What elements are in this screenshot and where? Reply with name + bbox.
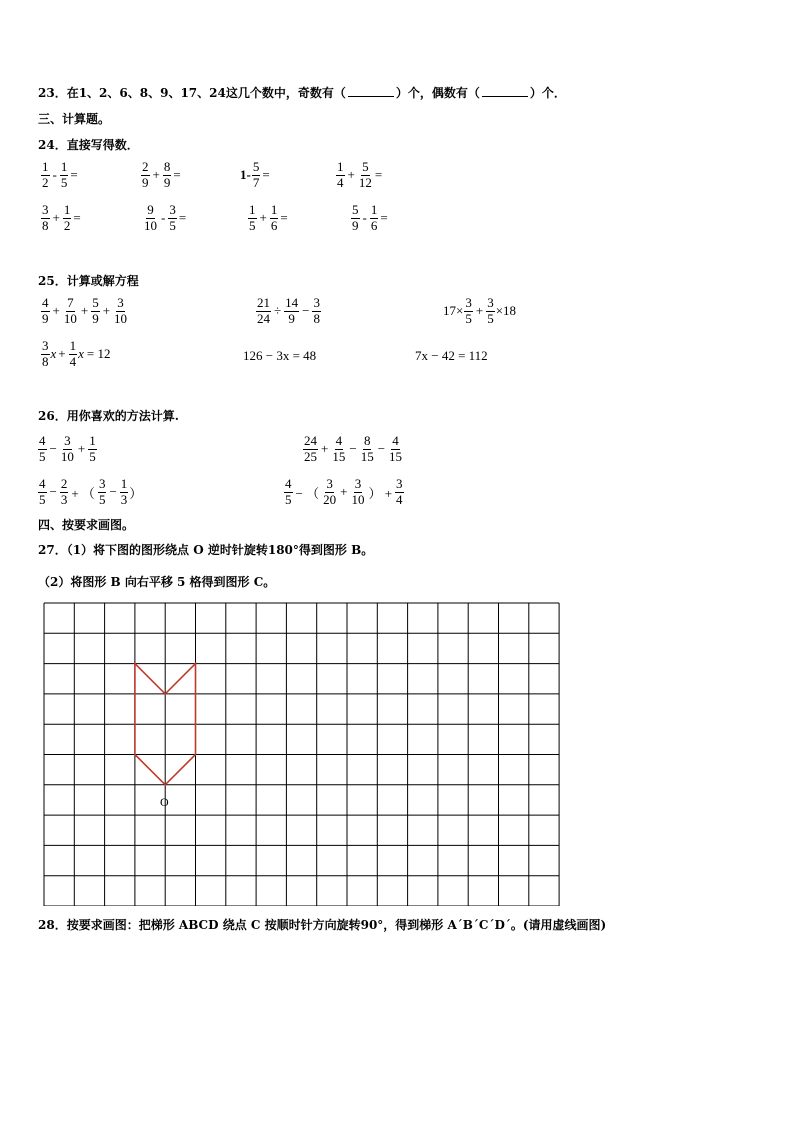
odd-count-blank[interactable] [348,86,394,97]
q25-title: 25．计算或解方程 [38,274,139,288]
q25-e3: 17× $\frac{3}{5}$ + $\frac{3}{5}$ ×18 [443,295,517,326]
fraction: $\frac{8}{15}$ [360,433,374,464]
q24-r2-e3: $\frac{1}{5}$ + $\frac{1}{6}$ = [249,202,288,233]
fraction: $\frac{1}{5}$ [89,433,96,464]
q24-r1-e3: 1- $\frac{5}{7}$ = [240,159,270,190]
fraction: $\frac{1}{2}$ [63,202,71,233]
q24-r1-e2: $\frac{2}{9}$ + $\frac{8}{9}$ = [142,159,181,190]
fraction: $\frac{4}{15}$ [389,433,403,464]
fraction: $\frac{4}{5}$ [39,476,46,507]
fraction: $\frac{5}{9}$ [352,202,359,233]
q24-r1-e1: $\frac{1}{2}$ - $\frac{1}{5}$ = [42,159,78,190]
q27-part2: （2）将图形 B 向右平移 5 格得到图形 C。 [38,575,276,589]
fraction: $\frac{1}{3}$ [120,476,128,507]
fraction: $\frac{1}{5}$ [60,159,68,190]
q25-e4: $\frac{3}{8}$ x + $\frac{1}{4}$ x = 12 [42,338,111,369]
fraction: $\frac{5}{9}$ [92,295,99,326]
fraction: $\frac{3}{5}$ [169,202,176,233]
fraction: $\frac{1}{4}$ [69,338,77,369]
fraction: $\frac{1}{6}$ [270,202,278,233]
fraction: $\frac{3}{10}$ [351,476,365,507]
fraction: $\frac{14}{9}$ [285,295,299,326]
fraction: $\frac{1}{2}$ [42,159,49,190]
fraction: $\frac{24}{25}$ [304,433,317,464]
point-o-label: O [160,795,169,809]
fraction: $\frac{2}{9}$ [142,159,149,190]
q24-r2-e1: $\frac{3}{8}$ + $\frac{1}{2}$ = [42,202,81,233]
even-count-blank[interactable] [482,86,528,97]
fraction: $\frac{21}{24}$ [257,295,270,326]
q26-title: 26．用你喜欢的方法计算. [38,409,179,423]
fraction: $\frac{3}{8}$ [42,202,49,233]
q26-e3: $\frac{4}{5}$ − $\frac{2}{3}$ + （ $\frac{3}{5}$ − $\frac{1}{3}$ ） [39,476,143,507]
fraction: $\frac{5}{12}$ [358,159,372,190]
fraction: $\frac{4}{9}$ [42,295,49,326]
section-4-heading: 四、按要求画图。 [38,518,135,532]
q24-title: 24．直接写得数． [38,138,139,152]
fraction: $\frac{2}{3}$ [60,476,68,507]
fraction: $\frac{4}{5}$ [39,433,46,464]
q28: 28．按要求画图：把梯形 ABCD 绕点 C 按顺时针方向旋转90°，得到梯形 A´B´C´D´。(请用虚线画图) [38,918,607,932]
fraction: $\frac{3}{10}$ [60,433,74,464]
fraction: $\frac{3}{5}$ [98,476,106,507]
q26-e2: $\frac{24}{25}$ + $\frac{4}{15}$ − $\frac{8}{15}$ − $\frac{4}{15}$ [304,433,403,464]
q26-e1: $\frac{4}{5}$ − $\frac{3}{10}$ + $\frac{1}{5}$ [39,433,96,464]
fraction: $\frac{3}{20}$ [323,476,337,507]
fraction: $\frac{3}{8}$ [42,338,49,369]
fraction: $\frac{3}{8}$ [313,295,320,326]
q24-r2-e2: $\frac{9}{10}$ - $\frac{3}{5}$ = [144,202,187,233]
q27-part1: 27．（1）将下图的图形绕点 O 逆时针旋转180°得到图形 B。 [38,543,374,557]
fraction: $\frac{9}{10}$ [144,202,157,233]
section-3-heading: 三、计算题。 [38,112,111,126]
fraction: $\frac{8}{9}$ [163,159,171,190]
fraction: $\frac{4}{5}$ [285,476,292,507]
fraction: $\frac{4}{15}$ [332,433,346,464]
fraction: $\frac{1}{4}$ [337,159,344,190]
fraction: $\frac{7}{10}$ [63,295,77,326]
fraction: $\frac{3}{4}$ [396,476,403,507]
fraction: $\frac{3}{5}$ [487,295,494,326]
q26-e4: $\frac{4}{5}$ − （ $\frac{3}{20}$ + $\frac{3}{10}$ ） + $\frac{3}{4}$ [285,476,403,507]
q24-r1-e4: $\frac{1}{4}$ + $\frac{5}{12}$ = [337,159,383,190]
square-grid[interactable] [43,602,560,906]
q25-e2: $\frac{21}{24}$ ÷ $\frac{14}{9}$ − $\frac{3}{8}$ [257,295,320,326]
fraction: $\frac{3}{10}$ [114,295,128,326]
q25-e5: 126 − 3x = 48 [243,348,317,363]
q25-e6: 7x − 42 = 112 [415,348,488,363]
fraction: $\frac{3}{5}$ [465,295,472,326]
q24-r2-e4: $\frac{5}{9}$ - $\frac{1}{6}$ = [352,202,388,233]
q23: 23．在1、2、6、8、9、17、24这几个数中，奇数有（ ）个，偶数有（ ）个． [38,86,566,100]
q25-e1: $\frac{4}{9}$ + $\frac{7}{10}$ + $\frac{5}{9}$ + $\frac{3}{10}$ [42,295,128,326]
fraction: $\frac{5}{7}$ [252,159,260,190]
fraction: $\frac{1}{6}$ [370,202,378,233]
fraction: $\frac{1}{5}$ [249,202,256,233]
